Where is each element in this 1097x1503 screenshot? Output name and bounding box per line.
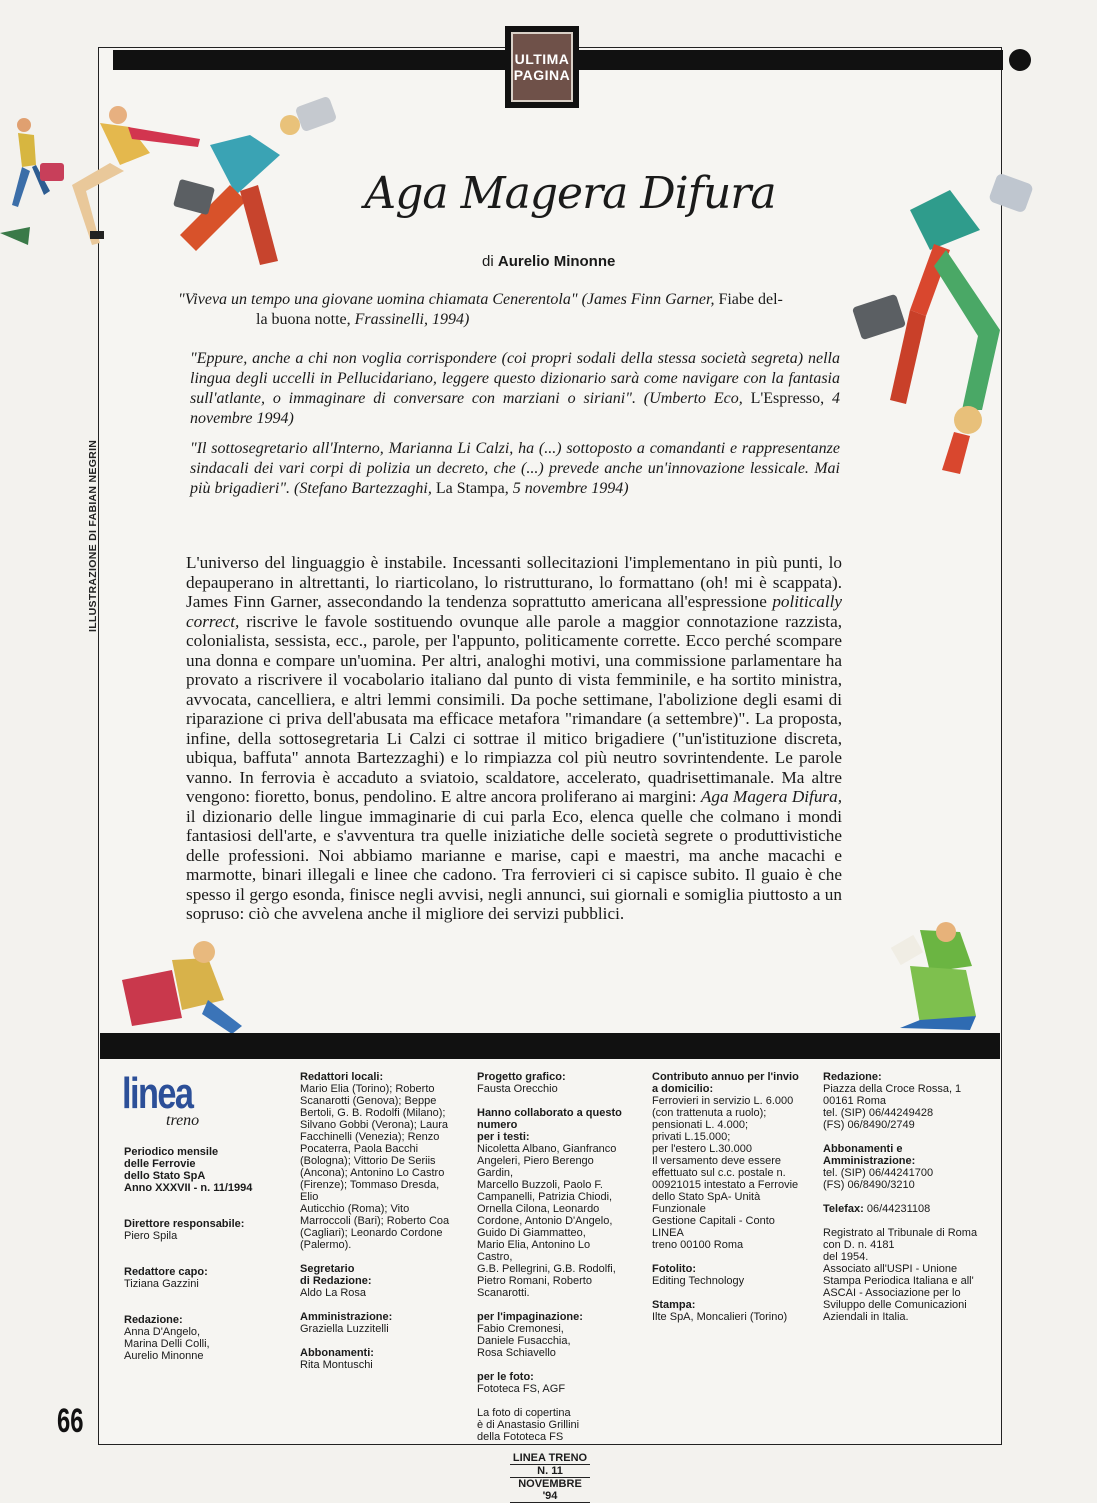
editorial-name: Marina Delli Colli,: [124, 1338, 210, 1350]
admin-line: tel. (SIP) 06/44241700: [823, 1167, 934, 1179]
byline: [482, 253, 615, 270]
section-tab: [505, 26, 579, 108]
registration-line: Sviluppo delle Comunicazioni: [823, 1299, 967, 1311]
body-italic-1: politically correct,: [186, 592, 843, 631]
office-line: Piazza della Croce Rossa, 1: [823, 1083, 962, 1095]
contributors-line: Ornella Cilona, Leonardo: [477, 1203, 600, 1215]
layout-name: Daniele Fusacchia,: [477, 1335, 571, 1347]
pub-line: Anno XXXVII - n. 11/1994: [124, 1182, 253, 1194]
cover-credit: è di Anastasio Grillini: [477, 1419, 580, 1431]
local-editors-line: Silvano Gobbi (Verona); Laura: [300, 1119, 448, 1131]
contribution-line: dello Stato SpA- Unità Funzionale: [652, 1191, 761, 1215]
logo-word: linea: [122, 1069, 193, 1118]
quote-3-text: "Il sottosegretario all'Interno, Marianna Li Calzi, ha (...) sottoposto a comandanti e rappresentanze sindacali dei vari corpi di polizia un decreto, che (...) prevede anche un'innovazione lessicale. Mai più brigadieri". (Stefano Bartezzaghi,: [190, 440, 840, 497]
falling-man-figure: [173, 96, 337, 265]
footer-magazine: LINEA TRENO: [510, 1452, 590, 1465]
chief-editor-heading: Redattore capo:: [124, 1266, 208, 1278]
contributors-heading: per i testi:: [477, 1131, 530, 1143]
contributors-line: Mario Elia, Antonino Lo Castro,: [477, 1239, 591, 1263]
local-editors-line: Scanarotti (Genova); Beppe: [300, 1095, 437, 1107]
cover-credit: della Fototeca FS: [477, 1431, 564, 1443]
contribution-line: 00921015 intestato a Ferrovie: [652, 1179, 799, 1191]
contribution-line: effettuato sul c.c. postale n.: [652, 1167, 786, 1179]
body-part-2: riscrive le favole sostituendo ovunque alle parole a maggior connotazione razzista, colonialista, sessista, ecc., parole, per l'appunto, politicamente corrette. Ecco perché scompare una donna e compare un'uomina. Per altri, analoghi motivi, una commissione parlamentare ha provato a riscrivere il vocabolario italiano dal punto di vista femminile, e ha sortito ministra, avvocata, cancelliera, e altri lemmi consimili. Da poche settimane, l'abolizione degli esami di riparazione ci priva dell'abusata ma efficace metafora "rimandare (a settembre)". La proposta, infine, della sottosegretaria Li Calzi ci sottrae il mitico brigadiere ("un'istituzione discreta, ubiqua, baffuta" annota Bartezzaghi) e lo rimpiazza col più neutro sovrintendente. Le parole vanno. In ferrovia è accaduto a sviatoio, scaldatore, accelerato, quadrisettimanale. Ma altre vengono: fioretto, bonus, pendolino. E altre ancora proliferano ai margini:: [186, 611, 843, 806]
secretary-name: Aldo La Rosa: [300, 1287, 367, 1299]
corner-dot: [1009, 49, 1031, 71]
office-heading: Redazione:: [823, 1071, 882, 1083]
running-woman-figure: [72, 106, 200, 245]
local-editors-line: (Bologna); Vittorio De Seriis: [300, 1155, 436, 1167]
sitting-man-figure: [122, 941, 242, 1034]
admin-heading: Abbonamenti e: [823, 1143, 903, 1155]
quote-1-source-title: Fiabe del-: [718, 291, 783, 308]
masthead-column-3: [477, 1071, 627, 1443]
reading-man-figure: [891, 922, 976, 1030]
article-body: [186, 553, 842, 924]
body-part-1: L'universo del linguaggio è instabile. Incessanti sollecitazioni l'implementano in più punti, lo depauperano in altrettanti, lo riarticolano, lo ristrutturano, lo formattano (oh! mi è scappata). James Finn Garner, assecondando la tendenza soprattutto americana all'espressione: [186, 553, 842, 611]
contributors-line: G.B. Pellegrini, G.B. Rodolfi,: [477, 1263, 616, 1275]
director-heading: Direttore responsabile:: [124, 1218, 245, 1230]
local-editors-line: (Firenze); Tommaso Dresda, Elio: [300, 1179, 440, 1203]
secretary-heading: Segretario: [300, 1263, 355, 1275]
registration-line: ASCAI - Associazione per lo: [823, 1287, 961, 1299]
local-editors-line: (Ancona); Antonino Lo Castro: [300, 1167, 445, 1179]
illustration-top-left: [0, 55, 340, 270]
local-editors-line: Marroccoli (Bari); Roberto Coa: [300, 1215, 450, 1227]
photos-heading: per le foto:: [477, 1371, 534, 1383]
epigraph-quote-1: [178, 290, 846, 330]
editorial-heading: Redazione:: [124, 1314, 183, 1326]
chief-editor-name: Tiziana Gazzini: [124, 1278, 199, 1290]
contribution-line: per l'estero L.30.000: [652, 1143, 752, 1155]
byline-author: Aurelio Minonne: [497, 253, 616, 270]
layout-heading: per l'impaginazione:: [477, 1311, 583, 1323]
contributors-line: Angeleri, Piero Berengo Gardin,: [477, 1155, 594, 1179]
telefax-heading: Telefax:: [823, 1203, 864, 1215]
quote-3-source-title: La Stampa,: [435, 480, 509, 497]
body-italic-2: Aga Magera Difura,: [700, 787, 842, 806]
quote-1-cont: la buona notte,: [256, 311, 351, 328]
editorial-name: Anna D'Angelo,: [124, 1326, 201, 1338]
secretary-heading: di Redazione:: [300, 1275, 372, 1287]
design-name: Fausta Orecchio: [477, 1083, 558, 1095]
local-editors-line: Facchinelli (Venezia); Renzo: [300, 1131, 440, 1143]
local-editors-heading: Redattori locali:: [300, 1071, 384, 1083]
photos-source: Fototeca FS, AGF: [477, 1383, 566, 1395]
registration-line: Stampa Periodica Italiana e all': [823, 1275, 974, 1287]
section-tab-line2: PAGINA: [513, 67, 571, 83]
office-line: 00161 Roma: [823, 1095, 886, 1107]
telefax-line: [823, 1203, 988, 1215]
registration-line: con D. n. 4181: [823, 1239, 895, 1251]
contributors-heading: Hanno collaborato a questo: [477, 1107, 622, 1119]
illustration-credit: ILLUSTRAZIONE DI FABIAN NEGRIN: [87, 439, 99, 632]
quote-1-cont-publisher: Frassinelli, 1994): [354, 311, 470, 328]
contribution-line: pensionati L. 4.000;: [652, 1119, 749, 1131]
quote-1-text: "Viveva un tempo una giovane uomina chiamata Cenerentola" (James Finn Garner,: [178, 291, 715, 308]
photolitho-heading: Fotolito:: [652, 1263, 696, 1275]
local-editors-line: Mario Elia (Torino); Roberto: [300, 1083, 435, 1095]
quote-2-text: "Eppure, anche a chi non voglia corrispondere (coi propri sodali della stessa società segreta) nella lingua degli uccelli in Pellucidariano, leggere questo dizionario sarà come navigare con la fantasia sull'atlante, o immaginare di conversare con marziani o siriani". (Umberto Eco,: [190, 350, 840, 407]
admin-line: (FS) 06/8490/3210: [823, 1179, 915, 1191]
masthead-rule: [100, 1033, 1000, 1059]
registration-line: Aziendali in Italia.: [823, 1311, 909, 1323]
article-title: Aga Magera Difura: [364, 168, 776, 219]
local-editors-line: (Palermo).: [300, 1239, 352, 1251]
local-editors-line: (Cagliari); Leonardo Cordone: [300, 1227, 443, 1239]
footer-issue-info: [510, 1452, 590, 1503]
pub-line: dello Stato SpA: [124, 1170, 206, 1182]
print-name: Ilte SpA, Moncalieri (Torino): [652, 1311, 788, 1323]
cover-credit: La foto di copertina: [477, 1407, 571, 1419]
illustration-right: [850, 170, 1050, 490]
contributors-line: Campanelli, Patrizia Chiodi,: [477, 1191, 613, 1203]
logo-subtitle: treno: [166, 1112, 200, 1129]
registration-line: Registrato al Tribunale di Roma: [823, 1227, 978, 1239]
masthead-column-5: [823, 1071, 988, 1323]
admin-heading: Amministrazione:: [823, 1155, 916, 1167]
epigraph-quote-2: [190, 349, 840, 429]
contribution-line: Il versamento deve essere: [652, 1155, 782, 1167]
contribution-line: (con trattenuta a ruolo);: [652, 1107, 767, 1119]
design-heading: Progetto grafico:: [477, 1071, 566, 1083]
contributors-line: Pietro Romani, Roberto Scanarotti.: [477, 1275, 592, 1299]
telefax-number: 06/44231108: [866, 1203, 931, 1215]
layout-name: Fabio Cremonesi,: [477, 1323, 564, 1335]
masthead-column-4: [652, 1071, 807, 1323]
footer-issue: N. 11: [510, 1465, 590, 1478]
quote-3-date: 5 novembre 1994): [512, 480, 629, 497]
layout-name: Rosa Schiavello: [477, 1347, 556, 1359]
body-part-3: il dizionario delle lingue immaginarie di cui parla Eco, elenca quelle che colmano i mondi fantasiosi dell'arte, e s'avventura tra quelle iniziatiche delle società segrete o produttivistiche delle professioni. Noi abbiamo marianne e marise, capi e maestri, ma anche macachi e marmotte, binari illegali e linee che cadono. Tra ferrovieri ci si capisce subito. Il guaio è che spesso il gergo esonda, finisce negli avvisi, negli annunci, sui giornali e somiglia piuttosto a un sopruso: ciò che avvelena anche il migliore dei servizi pubblici.: [186, 806, 842, 923]
footer-date: NOVEMBRE '94: [510, 1478, 590, 1503]
registration-line: Associato all'USPI - Unione: [823, 1263, 958, 1275]
quote-2-date: 4 novembre 1994): [190, 390, 841, 427]
byline-prefix: di: [482, 253, 494, 270]
registration-line: del 1954.: [823, 1251, 869, 1263]
masthead-column-1: [124, 1146, 264, 1362]
subscriptions-name: Rita Montuschi: [300, 1359, 373, 1371]
contributors-heading: numero: [477, 1119, 518, 1131]
editorial-name: Aurelio Minonne: [124, 1350, 204, 1362]
photolitho-name: Editing Technology: [652, 1275, 745, 1287]
contribution-line: privati L.15.000;: [652, 1131, 731, 1143]
contributors-line: Nicoletta Albano, Gianfranco: [477, 1143, 617, 1155]
illustration-bottom-right: [880, 920, 990, 1032]
subscriptions-heading: Abbonamenti:: [300, 1347, 374, 1359]
page-number: 66: [57, 1402, 84, 1440]
walking-man-figure: [0, 118, 64, 245]
illustration-bottom-left: [112, 930, 252, 1035]
administration-name: Graziella Luzzitelli: [300, 1323, 389, 1335]
contribution-line: treno 00100 Roma: [652, 1239, 744, 1251]
masthead-logo: [122, 1069, 206, 1130]
local-editors-line: Bertoli, G. B. Rodolfi (Milano);: [300, 1107, 446, 1119]
contributors-line: Marcello Buzzoli, Paolo F.: [477, 1179, 603, 1191]
contribution-line: Ferrovieri in servizio L. 6.000: [652, 1095, 794, 1107]
contribution-line: Gestione Capitali - Conto LINEA: [652, 1215, 775, 1239]
print-heading: Stampa:: [652, 1299, 696, 1311]
local-editors-line: Pocaterra, Paola Bacchi: [300, 1143, 419, 1155]
section-tab-line1: ULTIMA: [514, 51, 570, 67]
masthead-column-2: [300, 1071, 460, 1371]
director-name: Piero Spila: [124, 1230, 178, 1242]
contribution-heading: a domicilio:: [652, 1083, 714, 1095]
tumbling-man-figure: [852, 172, 1034, 474]
local-editors-line: Auticchio (Roma); Vito: [300, 1203, 410, 1215]
contributors-line: Guido Di Giammatteo,: [477, 1227, 586, 1239]
pub-line: delle Ferrovie: [124, 1158, 196, 1170]
pub-line: Periodico mensile: [124, 1146, 219, 1158]
office-line: tel. (SIP) 06/44249428: [823, 1107, 934, 1119]
epigraph-quote-3: [190, 439, 840, 499]
contribution-heading: Contributo annuo per l'invio: [652, 1071, 799, 1083]
administration-heading: Amministrazione:: [300, 1311, 393, 1323]
quote-2-source-title: L'Espresso,: [750, 390, 825, 407]
office-line: (FS) 06/8490/2749: [823, 1119, 915, 1131]
contributors-line: Cordone, Antonio D'Angelo,: [477, 1215, 613, 1227]
